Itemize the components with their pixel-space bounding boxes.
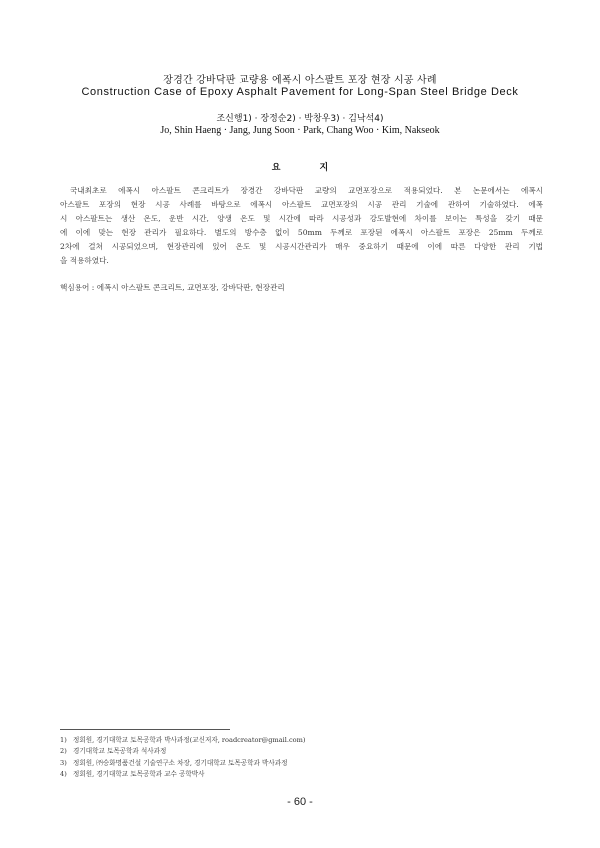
abstract-body xyxy=(60,184,543,269)
paper-title-english: Construction Case of Epoxy Asphalt Pavement for Long-Span Steel Bridge Deck xyxy=(81,86,519,98)
abstract-line: 아스팔트 포장의 현장 시공 사례를 바탕으로 에폭시 아스팔트 교면포장의 시공 관리 기술에 관하여 기술하였다. 에폭 xyxy=(60,200,543,210)
footnote-number: 2) xyxy=(60,747,67,756)
abstract-line: 국내최초로 에폭시 아스팔트 콘크리트가 장경간 강바닥판 교량의 교면포장으로 적용되었다. 본 논문에서는 에폭시 xyxy=(70,186,543,195)
footnote-item xyxy=(60,735,540,746)
footnote-number: 1) xyxy=(60,736,67,744)
abstract-line: 을 적용하였다. xyxy=(60,256,109,266)
footnote-number: 4) xyxy=(60,770,67,779)
footnote-text: 정회원, 경기대학교 토목공학과 박사과정(교신저자, roadcreator@gmail.com) xyxy=(73,736,306,744)
abstract-heading: 요 지 xyxy=(271,163,347,173)
abstract-line: 에 이에 맞는 현장 관리가 필요하다. 별도의 방수층 없이 50mm 두께로 포장된 에폭시 아스팔트 포장은 25mm 두께로 xyxy=(60,228,543,238)
footnote-text: 정회원, ㈜승화명품건설 기술연구소 차장, 경기대학교 토목공학과 박사과정 xyxy=(73,758,288,767)
footnote-text: 정회원, 경기대학교 토목공학과 교수 공학박사 xyxy=(73,770,205,779)
authors-korean: 조신행1) · 장정순2) · 박창우3) · 김낙석4) xyxy=(216,114,384,124)
abstract-line: 2차에 걸쳐 시공되었으며, 현장관리에 있어 온도 및 시공시간관리가 매우 중요하기 때문에 이에 따른 다양한 관리 기법 xyxy=(60,242,543,252)
authors-english: Jo, Shin Haeng · Jang, Jung Soon · Park, Chang Woo · Kim, Nakseok xyxy=(160,125,440,136)
footnote-divider xyxy=(60,729,230,730)
paper-title-korean: 장경간 강바닥판 교량용 에폭시 아스팔트 포장 현장 시공 사례 xyxy=(163,75,437,86)
footnote-text: 경기대학교 토목공학과 석사과정 xyxy=(73,747,167,756)
footnote-item xyxy=(60,746,540,757)
page-number: - 60 - xyxy=(287,796,313,808)
footnotes xyxy=(60,735,540,781)
abstract-line: 시 아스팔트는 생산 온도, 운반 시간, 양생 온도 및 시간에 따라 시공성과 강도발현에 차이를 보이는 특성을 갖기 때문 xyxy=(60,214,543,224)
keywords: 핵심용어 : 에폭시 아스팔트 콘크리트, 교면포장, 강바닥판, 현장관리 xyxy=(60,283,285,292)
footnote-number: 3) xyxy=(60,758,67,767)
footnote-item xyxy=(60,769,540,780)
footnote-item xyxy=(60,758,540,769)
